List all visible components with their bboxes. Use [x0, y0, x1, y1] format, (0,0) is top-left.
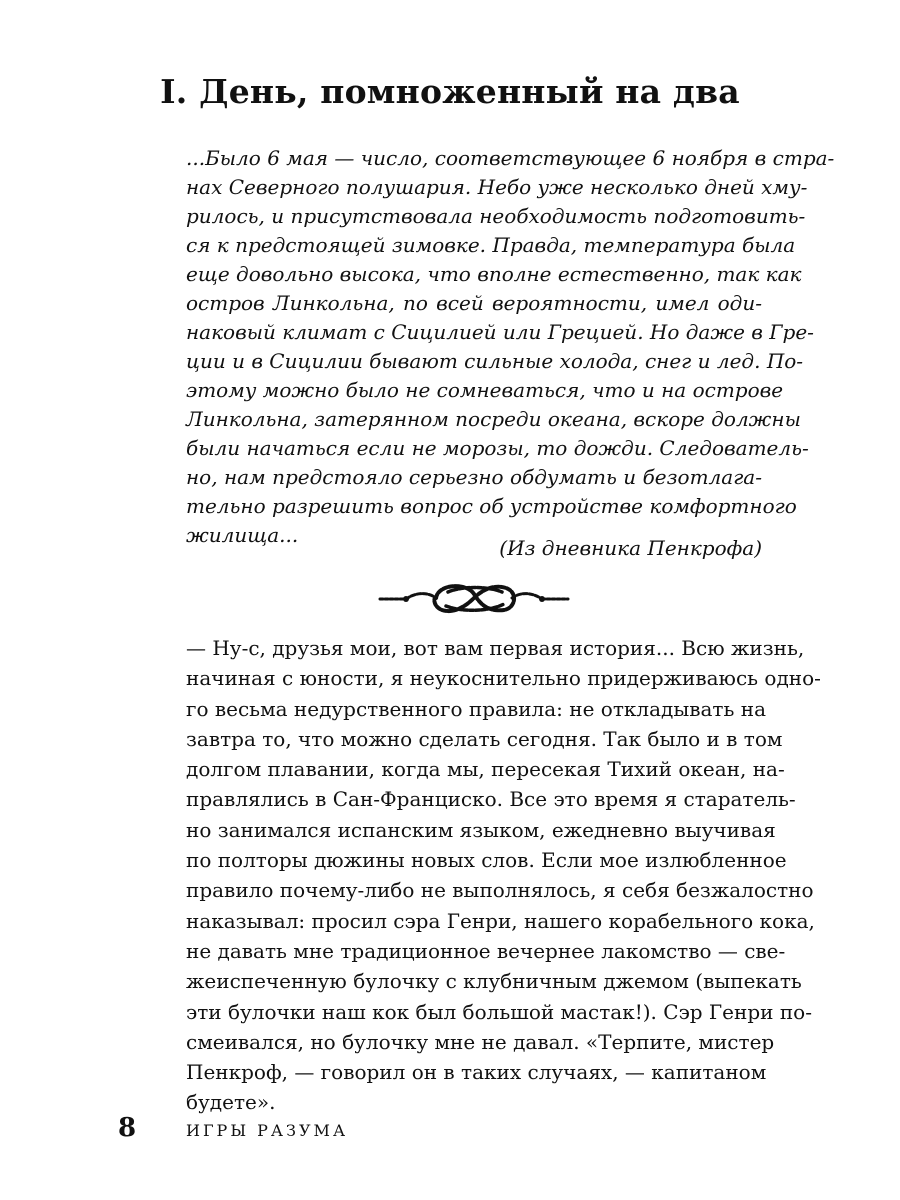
epigraph-line: ...Было 6 мая — число, соответствующее 6 ноября в стра- — [186, 146, 835, 170]
epigraph-line: Линкольна, затерянном посреди океана, вскоре должны — [186, 407, 801, 431]
text-line: по полторы дюжины новых слов. Если мое излюбленное — [186, 848, 787, 873]
text-line: наказывал: просил сэра Генри, нашего корабельного кока, — [186, 908, 815, 933]
epigraph-line: жилища... — [186, 523, 299, 547]
text-line: но занимался испанским языком, ежедневно выучивая — [186, 817, 776, 842]
epigraph-line: тельно разрешить вопрос об устройстве комфортного — [186, 494, 797, 518]
text-line: жеиспеченную булочку с клубничным джемом (выпекать — [186, 969, 802, 994]
text-line: долгом плавании, когда мы, пересекая Тихий океан, на- — [186, 757, 785, 782]
text-line: не давать мне традиционное вечернее лакомство — све- — [186, 938, 786, 963]
epigraph-line: но, нам предстояло серьезно обдумать и безотлага- — [186, 465, 762, 489]
epigraph-line: ся к предстоящей зимовке. Правда, температура была — [186, 233, 796, 257]
epigraph-line: рилось, и присутствовала необходимость подготовить- — [186, 204, 806, 228]
text-line: — Ну-с, друзья мои, вот вам первая история... Всю жизнь, — [186, 636, 805, 660]
text-line: правило почему-либо не выполнялось, я себя безжалостно — [186, 878, 814, 903]
rope-knot-icon — [376, 578, 572, 618]
epigraph-line: еще довольно высока, что вполне естественно, так как — [186, 262, 802, 286]
running-title: ИГРЫ РАЗУМА — [186, 1121, 349, 1140]
epigraph-source: (Из дневника Пенкрофа) — [499, 536, 762, 560]
text-line: Пенкроф, — говорил он в таких случаях, — капитаном — [186, 1060, 767, 1085]
epigraph-line: нах Северного полушария. Небо уже несколько дней хму- — [186, 175, 808, 199]
epigraph-line: ции и в Сицилии бывают сильные холода, снег и лед. По- — [186, 349, 804, 373]
text-line: го весьма недурственного правила: не откладывать на — [186, 696, 766, 721]
main-text — [186, 633, 821, 1118]
text-line: правлялись в Сан-Франциско. Все это время я старатель- — [186, 787, 796, 812]
text-line: завтра то, что можно сделать сегодня. Так было и в том — [186, 726, 783, 751]
text-line: эти булочки наш кок был большой мастак!). Сэр Генри по- — [186, 999, 812, 1024]
page-number: 8 — [118, 1113, 137, 1143]
chapter-title: I. День, помноженный на два — [160, 72, 740, 111]
epigraph-line: этому можно было не сомневаться, что и на острове — [186, 378, 784, 402]
epigraph — [186, 144, 835, 550]
text-line: будете». — [186, 1090, 276, 1115]
epigraph-line: остров Линкольна, по всей вероятности, имел оди- — [186, 291, 762, 315]
epigraph-line: были начаться если не морозы, то дожди. Следователь- — [186, 436, 809, 460]
text-line: смеивался, но булочку мне не давал. «Терпите, мистер — [186, 1029, 775, 1054]
text-line: начиная с юности, я неукоснительно придерживаюсь одно- — [186, 666, 821, 691]
epigraph-line: наковый климат с Сицилией или Грецией. Но даже в Гре- — [186, 320, 814, 344]
